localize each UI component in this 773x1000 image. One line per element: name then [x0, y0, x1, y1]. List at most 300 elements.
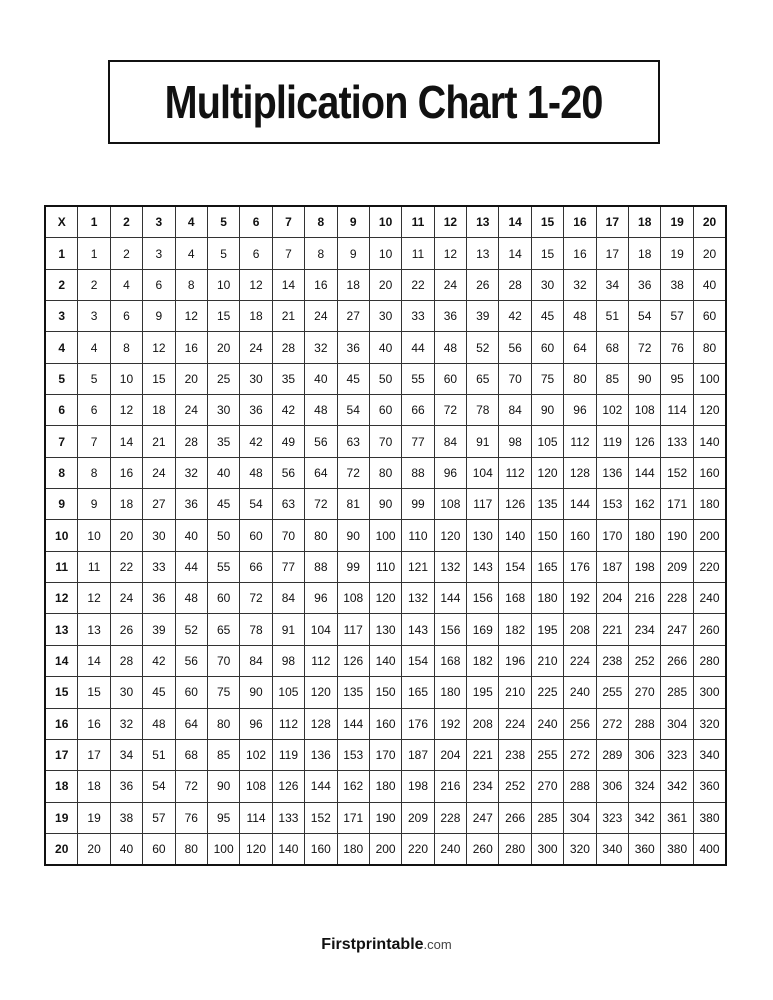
- table-row: [45, 363, 726, 394]
- product-cell: 72: [434, 395, 466, 426]
- product-cell: 22: [110, 551, 142, 582]
- product-cell: 11: [402, 238, 434, 269]
- product-cell: 40: [693, 269, 726, 300]
- product-cell: 165: [402, 677, 434, 708]
- product-cell: 45: [531, 301, 563, 332]
- product-cell: 30: [240, 363, 272, 394]
- product-cell: 70: [499, 363, 531, 394]
- table-row: [45, 489, 726, 520]
- product-cell: 160: [693, 457, 726, 488]
- product-cell: 75: [531, 363, 563, 394]
- product-cell: 342: [661, 771, 693, 802]
- product-cell: 200: [693, 520, 726, 551]
- product-cell: 266: [499, 802, 531, 833]
- column-header: 15: [531, 206, 563, 238]
- product-cell: 72: [175, 771, 207, 802]
- product-cell: 144: [564, 489, 596, 520]
- product-cell: 119: [596, 426, 628, 457]
- column-header: 8: [305, 206, 337, 238]
- brand-tld: .com: [423, 937, 452, 952]
- row-header: 10: [45, 520, 78, 551]
- product-cell: 98: [272, 645, 304, 676]
- product-cell: 84: [434, 426, 466, 457]
- product-cell: 342: [629, 802, 661, 833]
- product-cell: 36: [240, 395, 272, 426]
- product-cell: 140: [272, 833, 304, 865]
- product-cell: 20: [175, 363, 207, 394]
- product-cell: 60: [434, 363, 466, 394]
- product-cell: 77: [402, 426, 434, 457]
- product-cell: 16: [175, 332, 207, 363]
- product-cell: 38: [661, 269, 693, 300]
- product-cell: 120: [531, 457, 563, 488]
- product-cell: 171: [661, 489, 693, 520]
- product-cell: 12: [110, 395, 142, 426]
- product-cell: 216: [434, 771, 466, 802]
- row-header: 16: [45, 708, 78, 739]
- product-cell: 128: [305, 708, 337, 739]
- product-cell: 180: [629, 520, 661, 551]
- product-cell: 20: [207, 332, 239, 363]
- product-cell: 7: [272, 238, 304, 269]
- table-row: [45, 520, 726, 551]
- product-cell: 154: [402, 645, 434, 676]
- product-cell: 57: [661, 301, 693, 332]
- row-header: 9: [45, 489, 78, 520]
- product-cell: 100: [369, 520, 401, 551]
- table-row: [45, 802, 726, 833]
- product-cell: 6: [240, 238, 272, 269]
- product-cell: 24: [305, 301, 337, 332]
- product-cell: 1: [78, 238, 110, 269]
- product-cell: 88: [402, 457, 434, 488]
- product-cell: 234: [467, 771, 499, 802]
- product-cell: 55: [402, 363, 434, 394]
- product-cell: 80: [564, 363, 596, 394]
- product-cell: 176: [402, 708, 434, 739]
- product-cell: 64: [305, 457, 337, 488]
- product-cell: 68: [596, 332, 628, 363]
- product-cell: 13: [78, 614, 110, 645]
- product-cell: 224: [564, 645, 596, 676]
- product-cell: 90: [369, 489, 401, 520]
- product-cell: 247: [467, 802, 499, 833]
- product-cell: 380: [661, 833, 693, 865]
- product-cell: 117: [467, 489, 499, 520]
- product-cell: 28: [499, 269, 531, 300]
- product-cell: 12: [143, 332, 175, 363]
- product-cell: 22: [402, 269, 434, 300]
- product-cell: 126: [337, 645, 369, 676]
- product-cell: 180: [531, 583, 563, 614]
- product-cell: 28: [175, 426, 207, 457]
- product-cell: 40: [110, 833, 142, 865]
- row-header: 7: [45, 426, 78, 457]
- product-cell: 132: [434, 551, 466, 582]
- column-header: 18: [629, 206, 661, 238]
- product-cell: 112: [305, 645, 337, 676]
- product-cell: 18: [240, 301, 272, 332]
- product-cell: 180: [337, 833, 369, 865]
- product-cell: 340: [693, 739, 726, 770]
- product-cell: 90: [207, 771, 239, 802]
- product-cell: 42: [272, 395, 304, 426]
- product-cell: 323: [596, 802, 628, 833]
- product-cell: 128: [564, 457, 596, 488]
- product-cell: 380: [693, 802, 726, 833]
- product-cell: 70: [207, 645, 239, 676]
- product-cell: 260: [467, 833, 499, 865]
- product-cell: 70: [369, 426, 401, 457]
- product-cell: 14: [110, 426, 142, 457]
- product-cell: 24: [240, 332, 272, 363]
- product-cell: 16: [110, 457, 142, 488]
- product-cell: 17: [596, 238, 628, 269]
- product-cell: 60: [143, 833, 175, 865]
- product-cell: 210: [531, 645, 563, 676]
- product-cell: 119: [272, 739, 304, 770]
- product-cell: 112: [499, 457, 531, 488]
- row-header: 8: [45, 457, 78, 488]
- product-cell: 18: [78, 771, 110, 802]
- row-header: 13: [45, 614, 78, 645]
- product-cell: 133: [661, 426, 693, 457]
- product-cell: 135: [337, 677, 369, 708]
- product-cell: 240: [531, 708, 563, 739]
- product-cell: 32: [175, 457, 207, 488]
- product-cell: 36: [175, 489, 207, 520]
- product-cell: 12: [175, 301, 207, 332]
- product-cell: 117: [337, 614, 369, 645]
- product-cell: 208: [467, 708, 499, 739]
- product-cell: 64: [175, 708, 207, 739]
- product-cell: 102: [596, 395, 628, 426]
- product-cell: 54: [240, 489, 272, 520]
- product-cell: 90: [629, 363, 661, 394]
- product-cell: 24: [434, 269, 466, 300]
- column-header: 13: [467, 206, 499, 238]
- product-cell: 68: [175, 739, 207, 770]
- product-cell: 10: [207, 269, 239, 300]
- table-row: [45, 708, 726, 739]
- product-cell: 240: [434, 833, 466, 865]
- product-cell: 255: [596, 677, 628, 708]
- product-cell: 12: [78, 583, 110, 614]
- product-cell: 65: [467, 363, 499, 394]
- product-cell: 27: [337, 301, 369, 332]
- product-cell: 80: [693, 332, 726, 363]
- product-cell: 52: [467, 332, 499, 363]
- product-cell: 252: [629, 645, 661, 676]
- product-cell: 95: [207, 802, 239, 833]
- product-cell: 40: [369, 332, 401, 363]
- table-row: [45, 833, 726, 865]
- product-cell: 15: [531, 238, 563, 269]
- product-cell: 19: [661, 238, 693, 269]
- table-row: [45, 269, 726, 300]
- product-cell: 18: [629, 238, 661, 269]
- table-row: [45, 677, 726, 708]
- row-header: 6: [45, 395, 78, 426]
- product-cell: 9: [78, 489, 110, 520]
- column-header: 10: [369, 206, 401, 238]
- product-cell: 208: [564, 614, 596, 645]
- product-cell: 110: [402, 520, 434, 551]
- row-header: 18: [45, 771, 78, 802]
- product-cell: 6: [110, 301, 142, 332]
- product-cell: 8: [110, 332, 142, 363]
- product-cell: 48: [564, 301, 596, 332]
- product-cell: 21: [272, 301, 304, 332]
- product-cell: 171: [337, 802, 369, 833]
- product-cell: 5: [78, 363, 110, 394]
- product-cell: 63: [337, 426, 369, 457]
- product-cell: 60: [369, 395, 401, 426]
- product-cell: 182: [467, 645, 499, 676]
- product-cell: 50: [207, 520, 239, 551]
- product-cell: 72: [305, 489, 337, 520]
- product-cell: 42: [240, 426, 272, 457]
- product-cell: 200: [369, 833, 401, 865]
- product-cell: 210: [499, 677, 531, 708]
- product-cell: 153: [337, 739, 369, 770]
- product-cell: 168: [434, 645, 466, 676]
- product-cell: 26: [110, 614, 142, 645]
- product-cell: 195: [531, 614, 563, 645]
- product-cell: 120: [305, 677, 337, 708]
- table-row: [45, 395, 726, 426]
- product-cell: 280: [693, 645, 726, 676]
- product-cell: 238: [596, 645, 628, 676]
- product-cell: 105: [531, 426, 563, 457]
- product-cell: 54: [629, 301, 661, 332]
- product-cell: 91: [467, 426, 499, 457]
- product-cell: 9: [143, 301, 175, 332]
- product-cell: 136: [596, 457, 628, 488]
- product-cell: 270: [629, 677, 661, 708]
- product-cell: 143: [402, 614, 434, 645]
- product-cell: 247: [661, 614, 693, 645]
- product-cell: 136: [305, 739, 337, 770]
- product-cell: 40: [175, 520, 207, 551]
- product-cell: 133: [272, 802, 304, 833]
- product-cell: 96: [305, 583, 337, 614]
- product-cell: 180: [369, 771, 401, 802]
- product-cell: 228: [661, 583, 693, 614]
- product-cell: 75: [207, 677, 239, 708]
- table-row: [45, 238, 726, 269]
- product-cell: 304: [564, 802, 596, 833]
- product-cell: 99: [337, 551, 369, 582]
- product-cell: 90: [531, 395, 563, 426]
- product-cell: 361: [661, 802, 693, 833]
- product-cell: 96: [240, 708, 272, 739]
- column-header: 19: [661, 206, 693, 238]
- product-cell: 65: [207, 614, 239, 645]
- product-cell: 14: [499, 238, 531, 269]
- product-cell: 195: [467, 677, 499, 708]
- product-cell: 140: [499, 520, 531, 551]
- product-cell: 204: [434, 739, 466, 770]
- product-cell: 100: [693, 363, 726, 394]
- product-cell: 24: [110, 583, 142, 614]
- product-cell: 228: [434, 802, 466, 833]
- product-cell: 285: [661, 677, 693, 708]
- product-cell: 66: [240, 551, 272, 582]
- product-cell: 30: [110, 677, 142, 708]
- product-cell: 400: [693, 833, 726, 865]
- product-cell: 285: [531, 802, 563, 833]
- column-header: 7: [272, 206, 304, 238]
- product-cell: 60: [175, 677, 207, 708]
- product-cell: 26: [467, 269, 499, 300]
- product-cell: 320: [564, 833, 596, 865]
- product-cell: 160: [564, 520, 596, 551]
- product-cell: 108: [434, 489, 466, 520]
- product-cell: 44: [175, 551, 207, 582]
- column-header: 5: [207, 206, 239, 238]
- product-cell: 360: [629, 833, 661, 865]
- product-cell: 120: [369, 583, 401, 614]
- product-cell: 169: [467, 614, 499, 645]
- product-cell: 52: [175, 614, 207, 645]
- product-cell: 3: [78, 301, 110, 332]
- product-cell: 54: [337, 395, 369, 426]
- product-cell: 168: [499, 583, 531, 614]
- product-cell: 90: [240, 677, 272, 708]
- product-cell: 72: [337, 457, 369, 488]
- product-cell: 60: [240, 520, 272, 551]
- product-cell: 288: [629, 708, 661, 739]
- product-cell: 2: [110, 238, 142, 269]
- product-cell: 165: [531, 551, 563, 582]
- product-cell: 88: [305, 551, 337, 582]
- product-cell: 15: [78, 677, 110, 708]
- product-cell: 7: [78, 426, 110, 457]
- product-cell: 42: [499, 301, 531, 332]
- product-cell: 225: [531, 677, 563, 708]
- product-cell: 300: [531, 833, 563, 865]
- product-cell: 32: [110, 708, 142, 739]
- product-cell: 187: [596, 551, 628, 582]
- product-cell: 60: [693, 301, 726, 332]
- product-cell: 48: [305, 395, 337, 426]
- product-cell: 220: [693, 551, 726, 582]
- product-cell: 60: [207, 583, 239, 614]
- product-cell: 16: [305, 269, 337, 300]
- product-cell: 80: [305, 520, 337, 551]
- product-cell: 120: [693, 395, 726, 426]
- product-cell: 196: [499, 645, 531, 676]
- product-cell: 176: [564, 551, 596, 582]
- product-cell: 221: [467, 739, 499, 770]
- product-cell: 17: [78, 739, 110, 770]
- product-cell: 120: [434, 520, 466, 551]
- product-cell: 48: [434, 332, 466, 363]
- product-cell: 6: [78, 395, 110, 426]
- product-cell: 153: [596, 489, 628, 520]
- product-cell: 3: [143, 238, 175, 269]
- column-header: 20: [693, 206, 726, 238]
- product-cell: 100: [207, 833, 239, 865]
- product-cell: 27: [143, 489, 175, 520]
- product-cell: 221: [596, 614, 628, 645]
- product-cell: 84: [240, 645, 272, 676]
- product-cell: 80: [369, 457, 401, 488]
- title-box: [108, 60, 660, 144]
- product-cell: 34: [596, 269, 628, 300]
- product-cell: 126: [272, 771, 304, 802]
- product-cell: 15: [143, 363, 175, 394]
- product-cell: 91: [272, 614, 304, 645]
- product-cell: 144: [434, 583, 466, 614]
- product-cell: 96: [434, 457, 466, 488]
- row-header: 5: [45, 363, 78, 394]
- row-header: 2: [45, 269, 78, 300]
- product-cell: 306: [596, 771, 628, 802]
- table-row: [45, 332, 726, 363]
- product-cell: 256: [564, 708, 596, 739]
- product-cell: 39: [143, 614, 175, 645]
- product-cell: 154: [499, 551, 531, 582]
- product-cell: 36: [110, 771, 142, 802]
- product-cell: 266: [661, 645, 693, 676]
- table-row: [45, 426, 726, 457]
- product-cell: 170: [369, 739, 401, 770]
- product-cell: 10: [369, 238, 401, 269]
- product-cell: 121: [402, 551, 434, 582]
- product-cell: 130: [467, 520, 499, 551]
- brand-name: Firstprintable: [321, 936, 424, 953]
- product-cell: 8: [175, 269, 207, 300]
- product-cell: 112: [272, 708, 304, 739]
- table-row: [45, 457, 726, 488]
- product-cell: 192: [434, 708, 466, 739]
- product-cell: 204: [596, 583, 628, 614]
- product-cell: 40: [207, 457, 239, 488]
- column-header: 4: [175, 206, 207, 238]
- column-header: 11: [402, 206, 434, 238]
- product-cell: 150: [369, 677, 401, 708]
- product-cell: 190: [661, 520, 693, 551]
- product-cell: 150: [531, 520, 563, 551]
- product-cell: 81: [337, 489, 369, 520]
- product-cell: 18: [143, 395, 175, 426]
- product-cell: 19: [78, 802, 110, 833]
- product-cell: 224: [499, 708, 531, 739]
- product-cell: 45: [143, 677, 175, 708]
- product-cell: 180: [434, 677, 466, 708]
- product-cell: 33: [143, 551, 175, 582]
- product-cell: 13: [467, 238, 499, 269]
- table-row: [45, 301, 726, 332]
- column-header: 1: [78, 206, 110, 238]
- product-cell: 32: [305, 332, 337, 363]
- product-cell: 36: [143, 583, 175, 614]
- product-cell: 18: [110, 489, 142, 520]
- row-header: 12: [45, 583, 78, 614]
- column-header: 6: [240, 206, 272, 238]
- product-cell: 104: [305, 614, 337, 645]
- product-cell: 260: [693, 614, 726, 645]
- table-row: [45, 771, 726, 802]
- product-cell: 209: [402, 802, 434, 833]
- product-cell: 192: [564, 583, 596, 614]
- product-cell: 90: [337, 520, 369, 551]
- product-cell: 12: [240, 269, 272, 300]
- product-cell: 238: [499, 739, 531, 770]
- product-cell: 96: [564, 395, 596, 426]
